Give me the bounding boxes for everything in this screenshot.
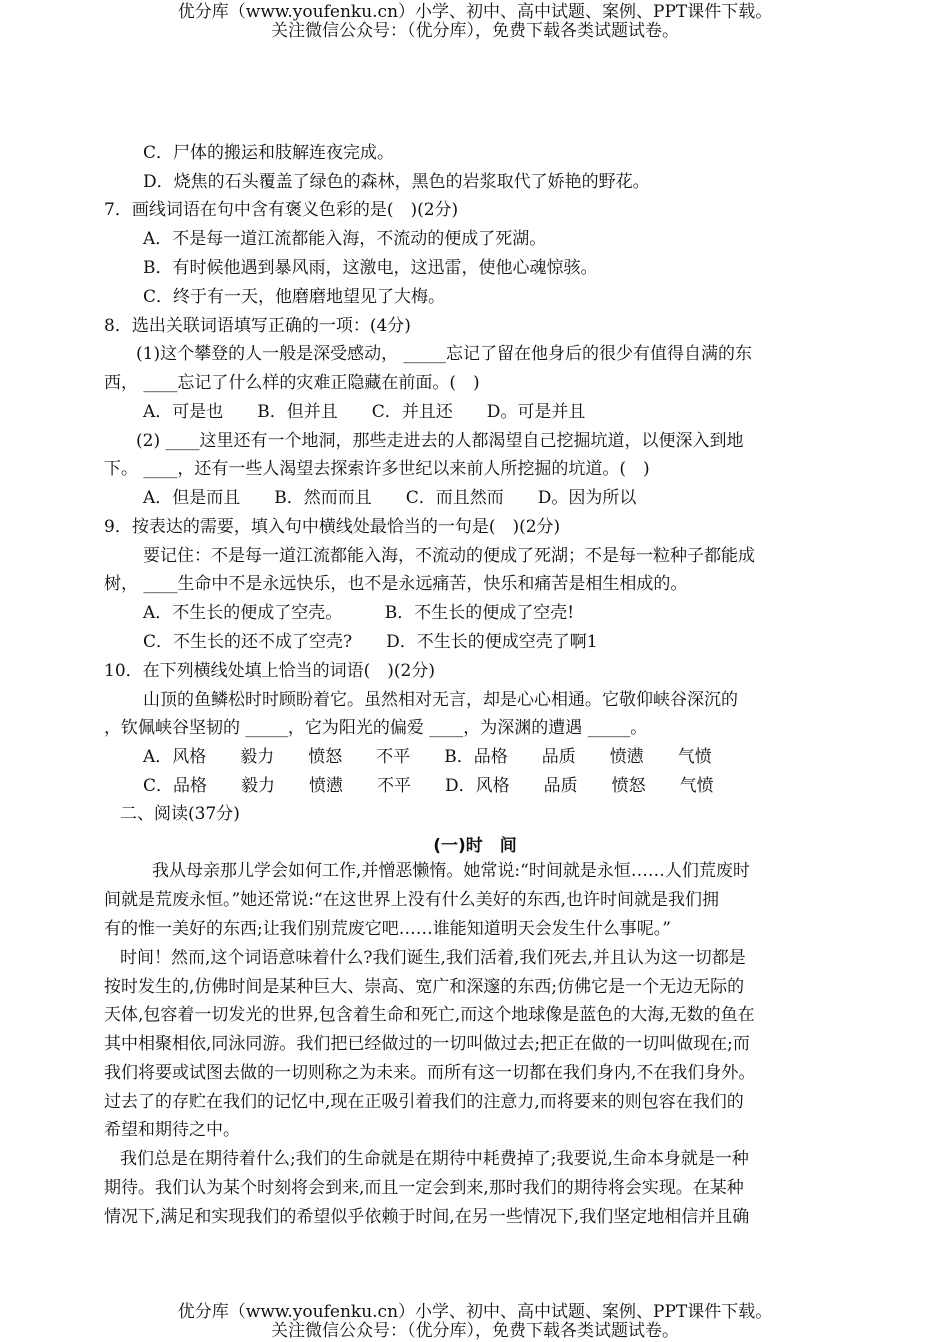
q8-1-line-2: 西， ____忘记了什么样的灾难正隐藏在前面。( ) (104, 373, 480, 393)
reading-title: (一)时 间 (433, 836, 517, 856)
q6-option-c: C．尸体的搬运和肢解连夜完成。 (143, 143, 395, 163)
q10-text-line-2: ，钦佩峡谷坚韧的 _____，它为阳光的偏爱 ____，为深渊的遭遇 _____。 (104, 718, 648, 738)
q9-options-cd: C．不生长的还不成了空壳? D．不生长的便成空壳了啊1 (143, 632, 598, 652)
question-9: 9．按表达的需要，填入句中横线处最恰当的一句是( )(2分) (104, 517, 561, 537)
reading-line: 其中相聚相依,同泳同游。我们把已经做过的一切叫做过去;把正在做的一切叫做现在;而 (104, 1034, 750, 1054)
footer-line-2: 关注微信公众号：（优分库），免费下载各类试题试卷。 (271, 1321, 679, 1341)
footer-line-1: 优分库（www.youfenku.cn）小学、初中、高中试题、案例、PPT课件下载。 (177, 1302, 773, 1322)
reading-line: 时间！然而,这个词语意味着什么?我们诞生,我们活着,我们死去,并且认为这一切都是 (120, 948, 746, 968)
q8-2-line-2: 下。 ____，还有一些人渴望去探索许多世纪以来前人所挖掘的坑道。( ) (104, 459, 650, 479)
reading-line: 我从母亲那儿学会如何工作,并憎恶懒惰。她常说:“时间就是永恒……人们荒废时 (152, 861, 750, 881)
reading-line: 希望和期待之中。 (104, 1120, 240, 1140)
reading-line: 间就是荒废永恒。”她还常说:“在这世界上没有什么美好的东西,也许时间就是我们拥 (104, 890, 720, 910)
q10-text-line-1: 山顶的鱼鳞松时时顾盼着它。虽然相对无言，却是心心相通。它敬仰峡谷深沉的 (143, 690, 738, 710)
header-line-2: 关注微信公众号：（优分库），免费下载各类试题试卷。 (271, 21, 679, 41)
reading-line: 有的惟一美好的东西;让我们别荒废它吧……谁能知道明天会发生什么事呢。” (104, 919, 671, 939)
q7-option-a: A．不是每一道江流都能入海，不流动的便成了死湖。 (143, 229, 547, 249)
q9-options-ab: A．不生长的便成了空壳。 B．不生长的便成了空壳! (143, 603, 575, 623)
q8-1-options: A．可是也 B．但并且 C．并且还 D。可是并且 (143, 402, 586, 422)
q7-option-c: C．终于有一天，他磨磨地望见了大梅。 (143, 287, 446, 307)
q9-text-line-2: 树， ____生命中不是永远快乐，也不是永远痛苦，快乐和痛苦是相生相成的。 (104, 574, 688, 594)
question-8: 8．选出关联词语填写正确的一项：(4分) (104, 316, 411, 336)
q10-options-cd: C．品格 毅力 愤懑 不平 D．风格 品质 愤怒 气愤 (143, 776, 714, 796)
question-7: 7．画线词语在句中含有褒义色彩的是( )(2分) (104, 200, 459, 220)
q8-2-options: A．但是而且 B．然而而且 C．而且然而 D。因为所以 (143, 488, 637, 508)
section-2-heading: 二、阅读(37分) (120, 804, 240, 824)
reading-line: 情况下,满足和实现我们的希望似乎依赖于时间,在另一些情况下,我们坚定地相信并且确 (104, 1207, 750, 1227)
reading-line: 过去了的存贮在我们的记忆中,现在正吸引着我们的注意力,而将要来的则包容在我们的 (104, 1092, 744, 1112)
q10-options-ab: A．风格 毅力 愤怒 不平 B．品格 品质 愤懑 气愤 (143, 747, 712, 767)
reading-line: 按时发生的,仿佛时间是某种巨大、崇高、宽广和深邃的东西;仿佛它是一个无边无际的 (104, 977, 745, 997)
q9-text-line-1: 要记住：不是每一道江流都能入海，不流动的便成了死湖；不是每一粒种子都能成 (143, 546, 755, 566)
reading-line: 我们将要或试图去做的一切则称之为未来。而所有这一切都在我们身内,不在我们身外。 (104, 1063, 756, 1083)
reading-line: 期待。我们认为某个时刻将会到来,而且一定会到来,那时我们的期待将会实现。在某种 (104, 1178, 744, 1198)
header-line-1: 优分库（www.youfenku.cn）小学、初中、高中试题、案例、PPT课件下载。 (177, 2, 773, 22)
q7-option-b: B．有时候他遇到暴风雨，这激电，这迅雷，使他心魂惊骇。 (143, 258, 598, 278)
question-10: 10．在下列横线处填上恰当的词语( )(2分) (104, 661, 435, 681)
reading-line: 我们总是在期待着什么;我们的生命就是在期待中耗费掉了;我要说,生命本身就是一种 (120, 1149, 749, 1169)
q8-2-line-1: (2) ____这里还有一个地洞，那些走进去的人都渴望自己挖掘坑道，以便深入到地 (136, 431, 744, 451)
q8-1-line-1: (1)这个攀登的人一般是深受感动， _____忘记了留在他身后的很少有值得自满的东 (136, 344, 752, 364)
reading-line: 天体,包容着一切发光的世界,包含着生命和死亡,而这个地球像是蓝色的大海,无数的鱼在 (104, 1005, 755, 1025)
q6-option-d: D．烧焦的石头覆盖了绿色的森林，黑色的岩浆取代了娇艳的野花。 (143, 172, 650, 192)
